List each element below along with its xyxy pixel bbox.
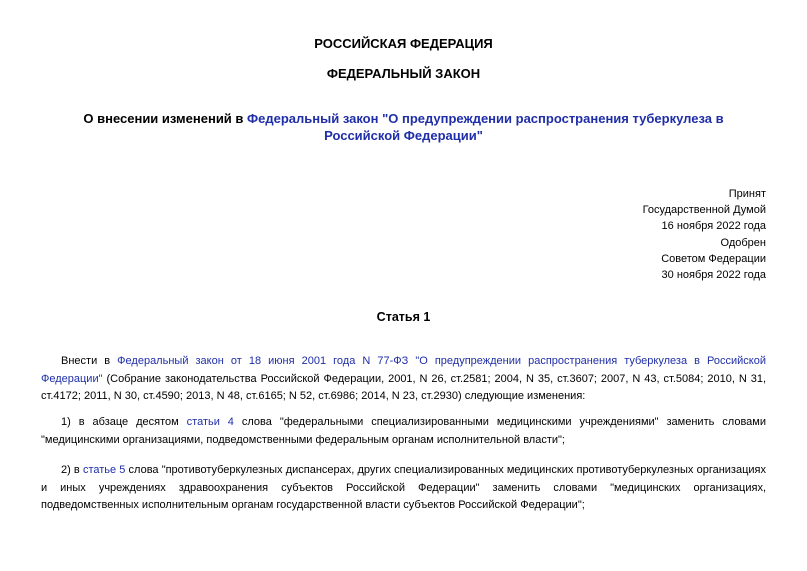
adoption-block: [643, 186, 766, 283]
adoption-line-council-date: 30 ноября 2022 года: [661, 269, 766, 282]
intro-after: (Собрание законодательства Российской Федерации, 2001, N 26, ст.2581; 2004, N 35, ст.3607; 2007, N 43, ст.5084; 2010, N 31, ст.4172; 2011, N 30, ст.4590; 2013, N 48, ст.6165; N 52, ст.6986; 2014, N 23, ст.2930) следующие изменения:: [41, 372, 766, 402]
adoption-line-duma: Государственной Думой: [642, 204, 766, 217]
adoption-line-council: Советом Федерации: [661, 252, 766, 265]
country-heading: РОССИЙСКАЯ ФЕДЕРАЦИЯ: [314, 36, 493, 51]
item2-after: слова "противотуберкулезных диспансерах, других специализированных медицинских противотуберкулезных организациях и иных учреждениях здравоохранения субъектов Российской Федерации" заменить словами "медицинских организациях, подведомственных исполнительным органам государственной власти субъектов Российской Федерации";: [41, 464, 766, 511]
item1-before: 1) в абзаце десятом: [61, 416, 187, 428]
intro-law-link[interactable]: Федеральный закон от 18 июня 2001 года N 77-ФЗ "О предупреждении распространения туберкулеза в Российской Федерации": [41, 355, 766, 385]
item1-article-link[interactable]: статьи 4: [186, 416, 234, 428]
adoption-line-duma-date: 16 ноября 2022 года: [661, 220, 766, 233]
adoption-line-adopted: Принят: [728, 188, 766, 200]
doc-type-heading: ФЕДЕРАЛЬНЫЙ ЗАКОН: [326, 66, 481, 81]
article-item-1: [41, 414, 766, 449]
article-intro-paragraph: [41, 353, 766, 406]
item2-article-link[interactable]: статье 5: [82, 464, 126, 476]
item2-before: 2) в: [61, 464, 83, 476]
law-title: [60, 110, 747, 144]
article-item-2: [41, 462, 766, 515]
adoption-line-approved: Одобрен: [720, 236, 766, 249]
intro-before: Внести в: [61, 355, 118, 367]
title-prefix: О внесении изменений в: [83, 111, 248, 126]
article-heading: Статья 1: [376, 310, 431, 324]
item1-after: слова "федеральными специализированными медицинскими учреждениями" заменить словами "медицинскими организациями, подведомственными федеральным органам исполнительной власти";: [41, 416, 766, 446]
title-law-link[interactable]: Федеральный закон "О предупреждении распространения туберкулеза в Российской Федерации": [247, 111, 724, 143]
